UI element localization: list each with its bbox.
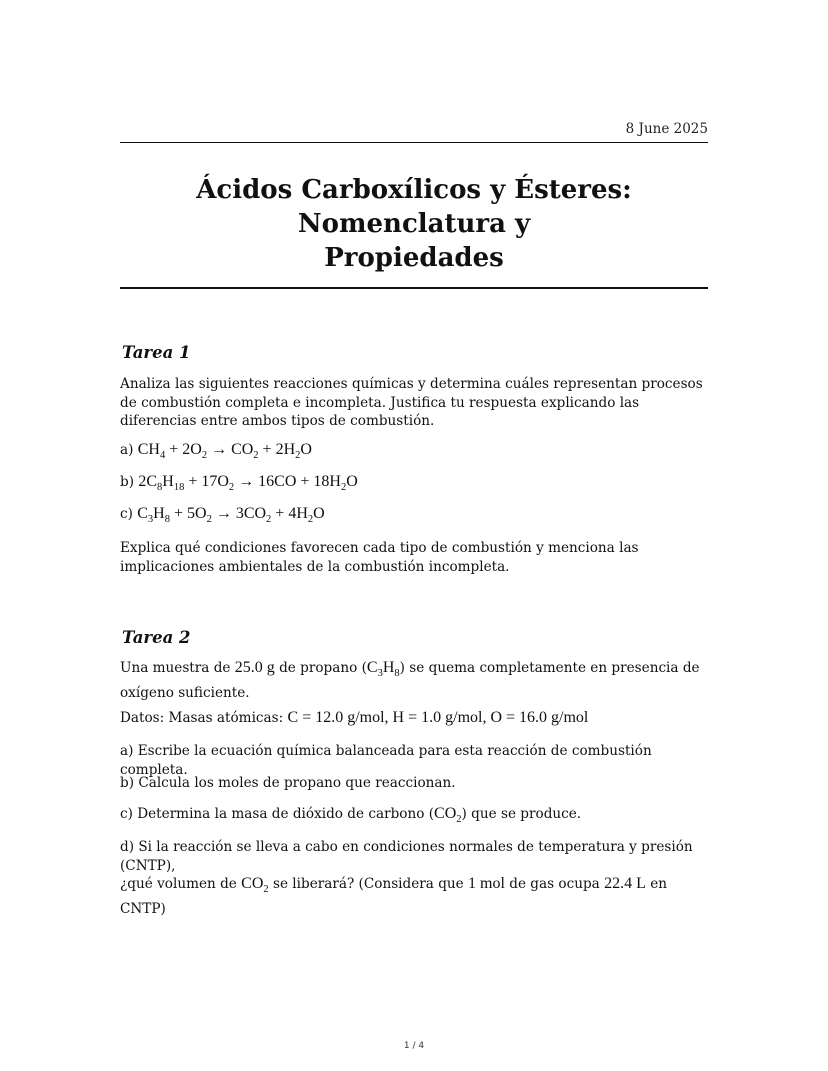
title-line-1: Ácidos Carboxílicos y Ésteres: Nomenclatura y [196,175,632,239]
one-mol: 1 mol [468,875,505,892]
molar-volume: 22.4 L [604,875,646,892]
atomic-masses-values: C = 12.0 g/mol, H = 1.0 g/mol, O = 16.0 g/mol [287,709,589,726]
question-d-text-b: se liberará? (Considera que [268,876,469,892]
question-c [120,805,710,830]
document-title [120,173,708,275]
reaction-b-label: b) [120,474,135,490]
document-date: 8 June 2025 [625,121,708,137]
reaction-a [120,441,710,466]
intro-text-a: Una muestra de [120,660,235,676]
reaction-a-equation: $CH_4 + 2O_2 \to CO_2 + 2H_2O$ [137,441,312,462]
question-d-line-1: d) Si la reacción se lleva a cabo en condiciones normales de temperatura y presión (CNTP), [120,839,693,874]
task-2-intro [120,659,710,702]
task-1-intro: Analiza las siguientes reacciones químicas y determina cuáles representan procesos de combustión completa e incompleta. Justifica tu respuesta explicando las diferencias entre ambos tipos de combustión. [120,376,703,429]
propane-formula: $C_3H_8$ [366,659,400,680]
reaction-c-equation: $C_3H_8 + 5O_2 \to 3CO_2 + 4H_2O$ [137,505,325,526]
question-c-text-b: ) que se produce. [461,806,582,822]
co2-formula-d: $CO_2$ [241,875,269,896]
header-rule [120,142,708,143]
co2-formula: $CO_2$ [434,805,462,826]
question-d-text-a: ¿qué volumen de [120,876,242,892]
intro-text-c: ) se quema completamente en presencia de oxígeno suficiente. [120,660,700,701]
reaction-c [120,505,710,530]
atomic-masses [120,709,710,728]
reaction-a-label: a) [120,442,134,458]
title-rule [120,287,708,289]
task-1-heading: Tarea 1 [122,343,191,362]
question-a: a) Escribe la ecuación química balanceada para esta reacción de combustión completa. [120,743,652,778]
question-c-text-a: c) Determina la masa de dióxido de carbono ( [120,806,435,822]
task-2-heading: Tarea 2 [122,628,191,647]
question-d [120,838,710,918]
reaction-c-label: c) [120,506,133,522]
question-b: b) Calcula los moles de propano que reaccionan. [120,775,456,791]
reaction-b [120,473,710,498]
task-1-closing: Explica qué condiciones favorecen cada tipo de combustión y menciona las implicaciones ambientales de la combustión incompleta. [120,540,639,575]
intro-text-b: de propano ( [274,660,367,676]
reaction-b-equation: $2C_8H_{18} + 17O_2 \to 16CO + 18H_2O$ [138,473,358,494]
question-d-text-c: de gas ocupa [504,876,605,892]
page-number: 1 / 4 [403,1041,425,1051]
atomic-masses-label: Datos: Masas atómicas: [120,710,288,726]
intro-mass: 25.0 g [234,659,275,676]
question-d-text-d: en CNTP) [120,876,668,917]
title-line-2: Propiedades [324,243,504,273]
question-d-line-2 [120,875,710,918]
